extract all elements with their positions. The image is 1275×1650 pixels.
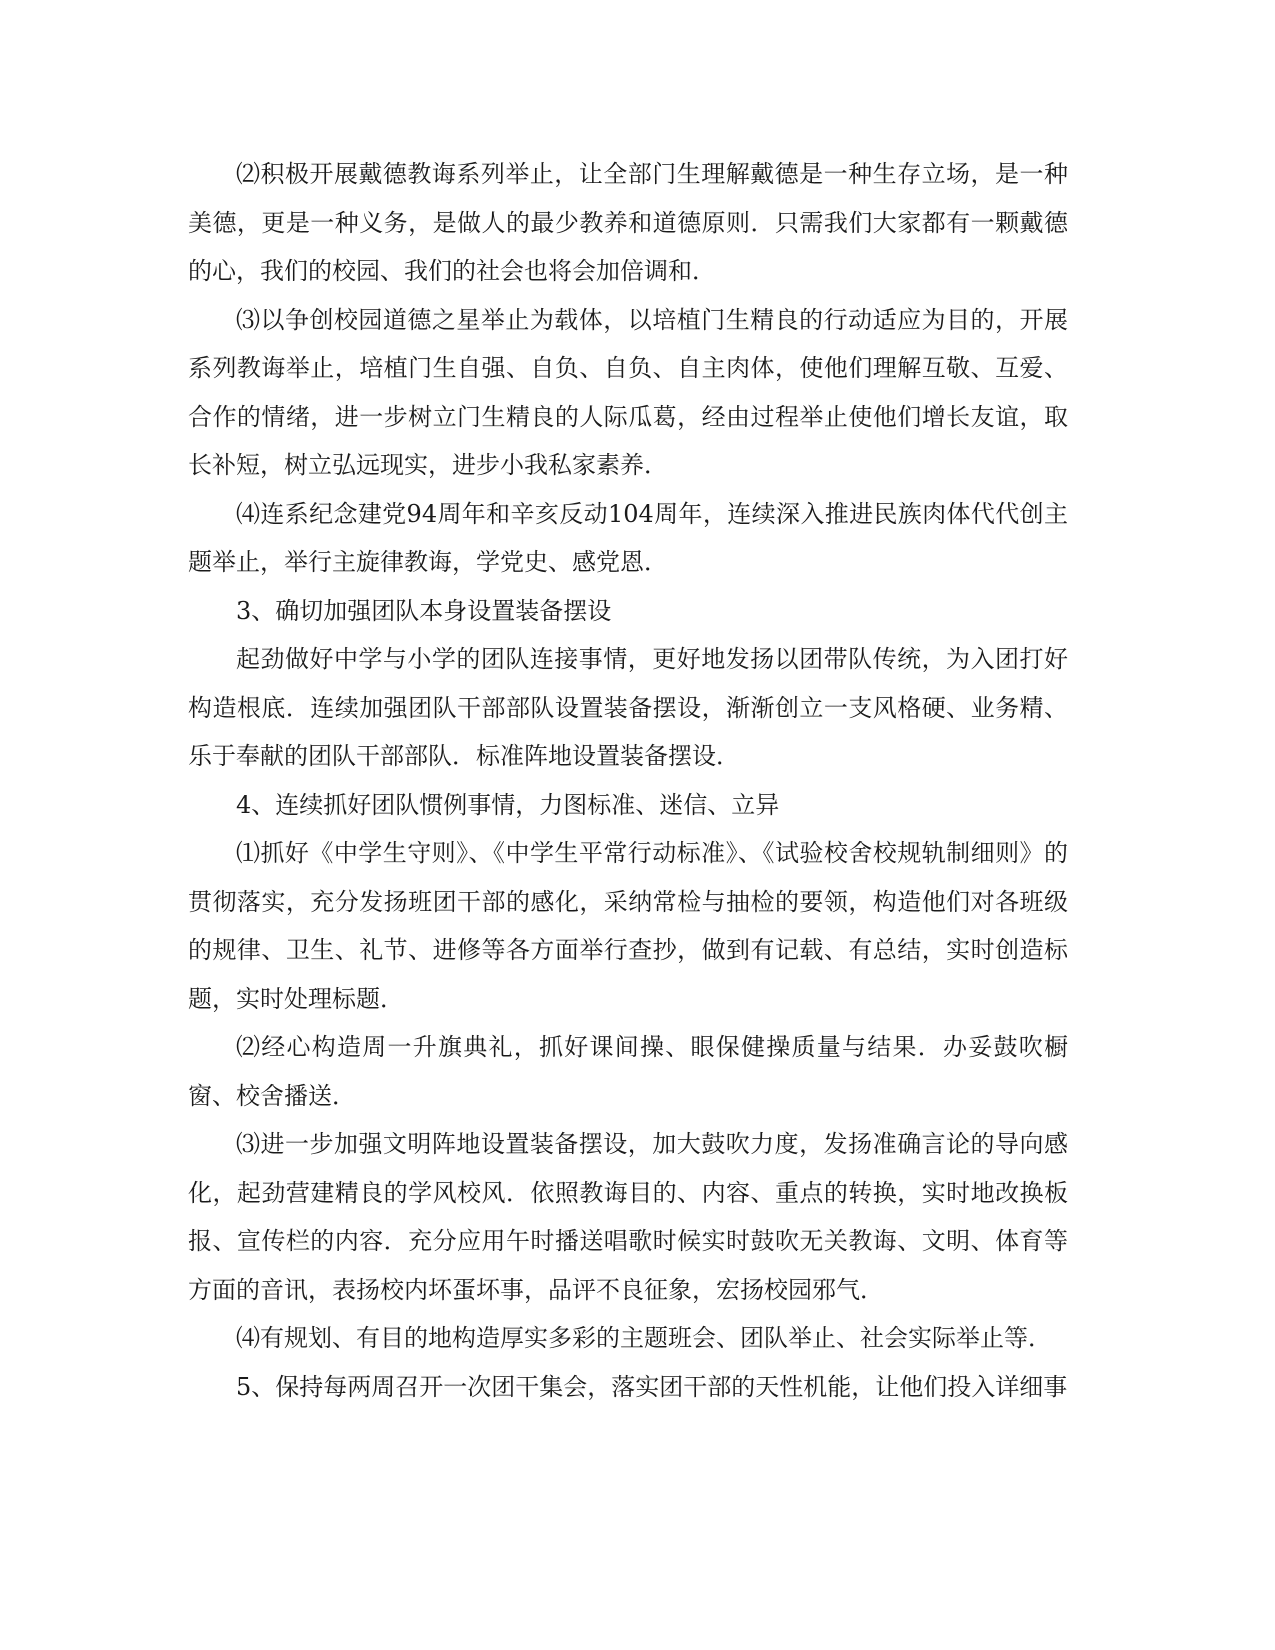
paragraph-moral-star-activity: ⑶以争创校园道德之星举止为载体，以培植门生精良的行动适应为目的，开展系列教诲举止，培植门生自强、自负、自负、自主肉体，使他们理解互敬、互爱、合作的情绪，进一步树立门生精良的人际瓜葛，经由过程举止使他们增长友谊，取长补短，树立弘远现实，进步小我私家素养． <box>188 305 1068 479</box>
paragraph-culture-position: ⑶进一步加强文明阵地设置装备摆设，加大鼓吹力度，发扬准确言论的导向感化，起劲营建精良的学风校风．依照教诲目的、内容、重点的转换，实时地改换板报、宣传栏的内容．充分应用午时播送唱歌时候实时鼓吹无关教诲、文明、体育等方面的音讯，表扬校内坏蛋坏事，品评不良征象，宏扬校园邪气． <box>188 1130 1068 1304</box>
section-heading-cadre-meeting: 5、保持每两周召开一次团干集会，落实团干部的天性机能，让他们投入详细事 <box>236 1372 1068 1401</box>
paragraph-rules-inspection: ⑴抓好《中学生守则》、《中学生平常行动标准》、《试验校舍校规轨制细则》的贯彻落实，充分发扬班团干部的感化，采纳常检与抽检的要领，构造他们对各班级的规律、卫生、礼节、进修等各方面举行查抄，做到有记载、有总结，实时创造标题，实时处理标题． <box>188 839 1068 1013</box>
paragraph-theme-activities: ⑷有规划、有目的地构造厚实多彩的主题班会、团队举止、社会实际举止等． <box>236 1324 1052 1352</box>
paragraph-anniversary-education: ⑷连系纪念建党94周年和辛亥反动104周年，连续深入推进民族肉体代代创主题举止，举行主旋律教诲，学党史、感党恩． <box>188 499 1068 576</box>
paragraph-gratitude-education: ⑵积极开展戴德教诲系列举止，让全部门生理解戴德是一种生存立场，是一种美德，更是一种义务，是做人的最少教养和道德原则．只需我们大家都有一颗戴德的心，我们的校园、我们的社会也将会加倍调和． <box>188 160 1068 285</box>
section-heading-team-building: 3、确切加强团队本身设置装备摆设 <box>236 596 612 625</box>
paragraph-team-building: 起劲做好中学与小学的团队连接事情，更好地发扬以团带队传统，为入团打好构造根底．连续加强团队干部部队设置装备摆设，渐渐创立一支风格硬、业务精、乐于奉献的团队干部部队．标准阵地设置装备摆设． <box>188 645 1068 770</box>
section-heading-routine-work: 4、连续抓好团队惯例事情，力图标准、迷信、立异 <box>236 790 780 819</box>
document-body <box>188 150 1068 1411</box>
paragraph-flag-ceremony: ⑵经心构造周一升旗典礼，抓好课间操、眼保健操质量与结果．办妥鼓吹橱窗、校舍播送． <box>188 1033 1068 1110</box>
